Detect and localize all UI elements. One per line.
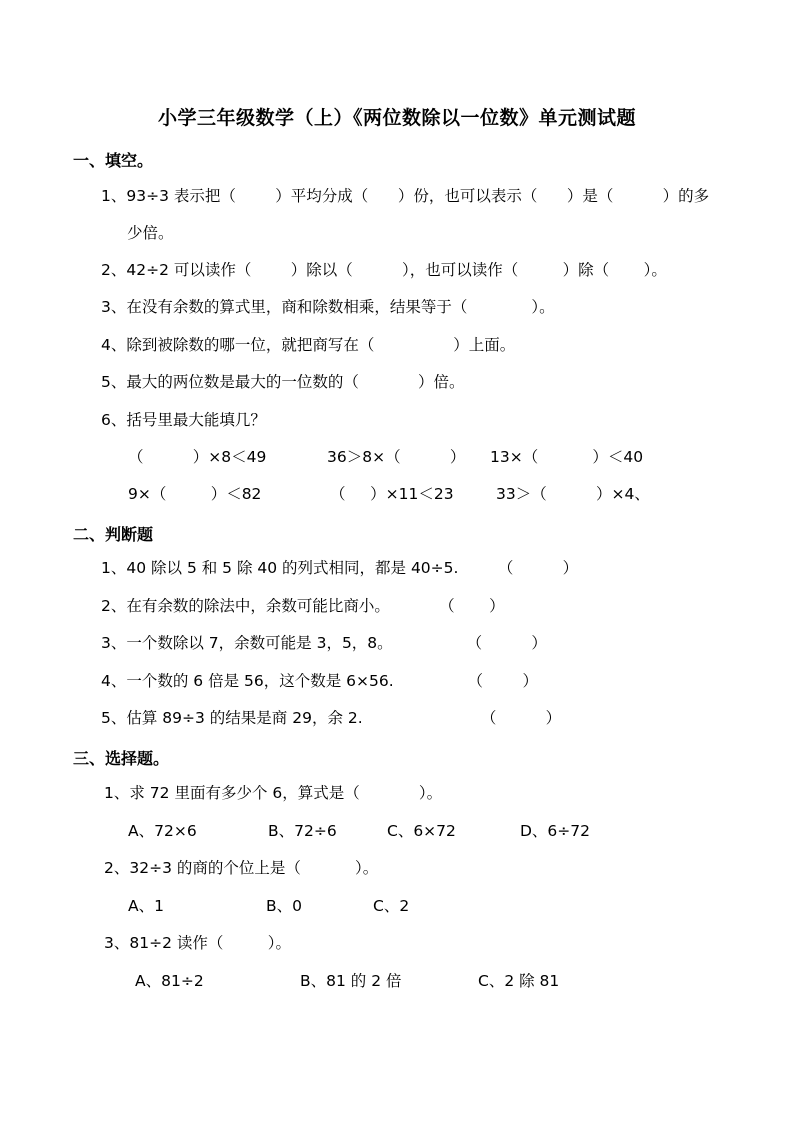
judgement-item-1: 1、40 除以 5 和 5 除 40 的列式相同，都是 40÷5. （ ） <box>101 559 579 577</box>
choice-1-option-b: B、72÷6 <box>268 822 337 840</box>
question-1-1-line-1: 1、93÷3 表示把（ ）平均分成（ ）份，也可以表示（ ）是（ ）的多 <box>101 187 710 205</box>
inequality-row-1-item-2: 36＞8×（ ） <box>327 448 466 466</box>
section-heading-judgement: 二、判断题 <box>73 525 154 544</box>
judgement-item-3: 3、一个数除以 7，余数可能是 3，5，8。 （ ） <box>101 634 547 652</box>
choice-question-3: 3、81÷2 读作（ ）。 <box>104 934 291 952</box>
judgement-item-5: 5、估算 89÷3 的结果是商 29，余 2. （ ） <box>101 709 562 727</box>
choice-3-option-c: C、2 除 81 <box>478 972 560 990</box>
inequality-row-2-item-2: （ ）×11＜23 <box>330 485 454 503</box>
question-1-6: 6、括号里最大能填几？ <box>101 411 266 429</box>
question-1-3: 3、在没有余数的算式里，商和除数相乘，结果等于（ ）。 <box>101 298 555 316</box>
choice-1-option-d: D、6÷72 <box>520 822 591 840</box>
inequality-row-2-item-3: 33＞（ ）×4、 <box>496 485 650 503</box>
question-1-5: 5、最大的两位数是最大的一位数的（ ）倍。 <box>101 373 465 391</box>
inequality-row-2-item-1: 9×（ ）＜82 <box>128 485 262 503</box>
judgement-item-4: 4、一个数的 6 倍是 56，这个数是 6×56. （ ） <box>101 672 538 690</box>
question-1-2: 2、42÷2 可以读作（ ）除以（ ），也可以读作（ ）除（ ）。 <box>101 261 667 279</box>
section-heading-fill-in: 一、填空。 <box>73 151 154 170</box>
choice-question-1: 1、求 72 里面有多少个 6，算式是（ ）。 <box>104 784 443 802</box>
choice-1-option-a: A、72×6 <box>128 822 197 840</box>
choice-3-option-b: B、81 的 2 倍 <box>300 972 402 990</box>
choice-question-2: 2、32÷3 的商的个位上是（ ）。 <box>104 859 379 877</box>
choice-1-option-c: C、6×72 <box>387 822 456 840</box>
question-1-1-line-2: 少倍。 <box>127 224 174 242</box>
inequality-row-1-item-1: （ ）×8＜49 <box>128 448 267 466</box>
question-1-4: 4、除到被除数的哪一位，就把商写在（ ）上面。 <box>101 336 516 354</box>
inequality-row-1-item-3: 13×（ ）＜40 <box>490 448 644 466</box>
page-title: 小学三年级数学（上）《两位数除以一位数》单元测试题 <box>157 107 636 129</box>
choice-2-option-b: B、0 <box>266 897 302 915</box>
choice-2-option-c: C、2 <box>373 897 410 915</box>
judgement-item-2: 2、在有余数的除法中，余数可能比商小。 （ ） <box>101 597 505 615</box>
choice-2-option-a: A、1 <box>128 897 164 915</box>
choice-3-option-a: A、81÷2 <box>135 972 204 990</box>
section-heading-choice: 三、选择题。 <box>73 749 170 768</box>
